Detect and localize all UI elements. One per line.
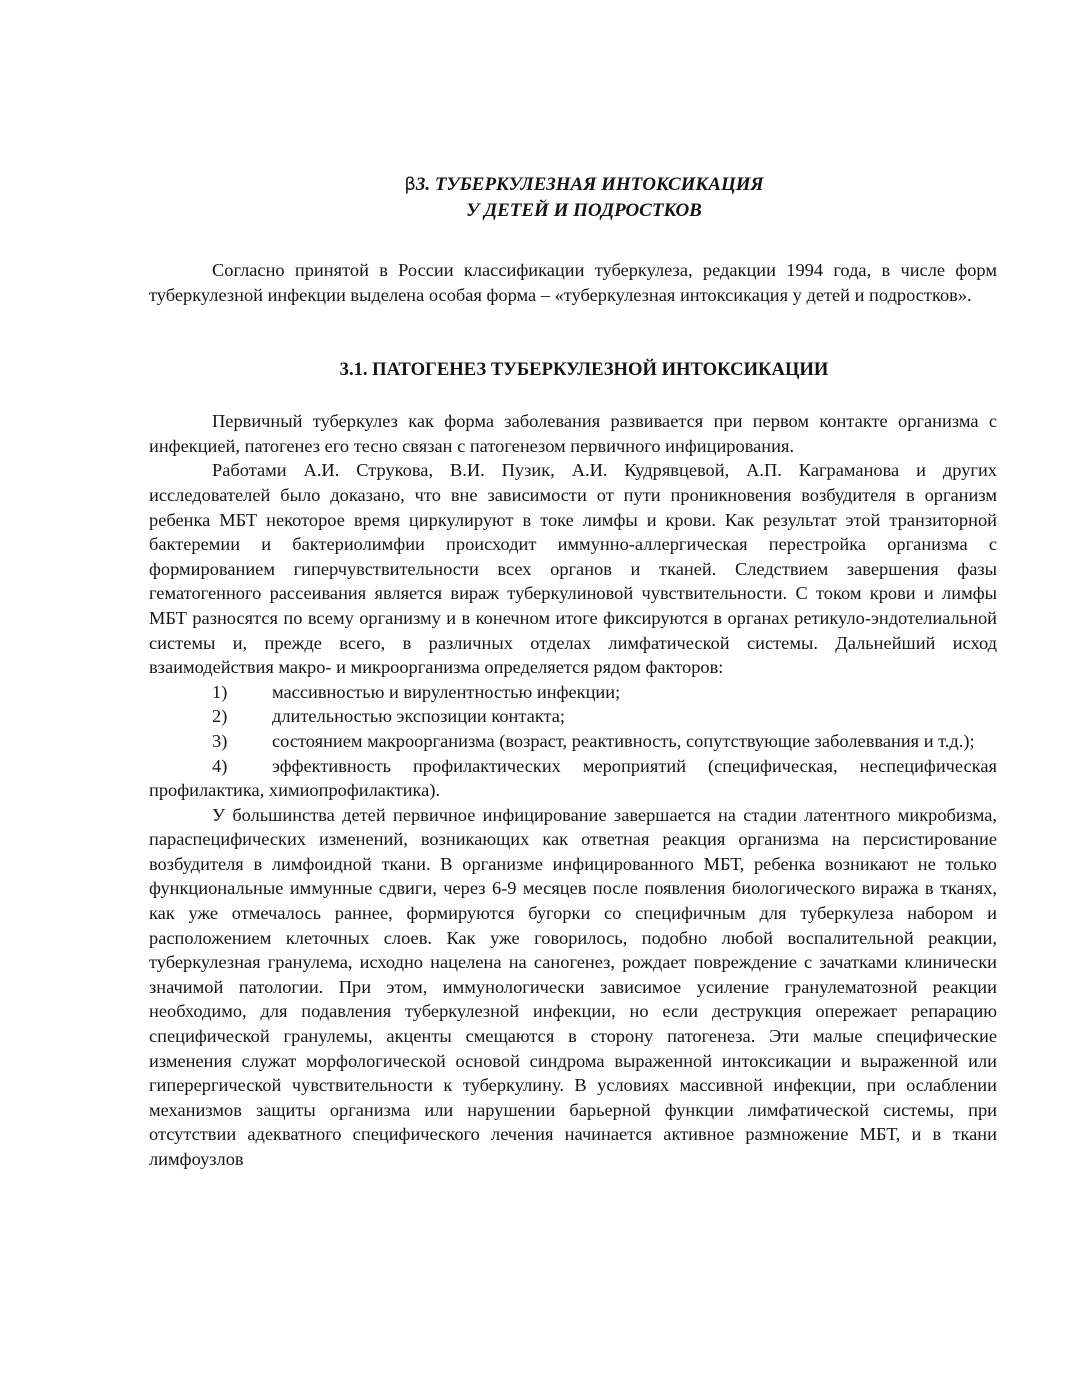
body-paragraph-1: Первичный туберкулез как форма заболевания развивается при первом контакте организма с инфекцией, патогенез его тесно связан с патогенезом первичного инфицирования.: [149, 411, 997, 456]
factor-list-item: [149, 704, 997, 729]
list-number: 4): [212, 755, 228, 776]
body-paragraph-2: Работами А.И. Струкова, В.И. Пузик, А.И. Кудрявцевой, А.П. Каграманова и других исследователей было доказано, что вне зависимости от пути проникновения возбудителя в организм ребенка МБТ некоторое время циркулируют в токе лимфы и крови. Как результат этой транзиторной бактеремии и бактериолимфии происходит иммунно-аллергическая перестройка организма с формированием гиперчувствительности всех органов и тканей. Следствием завершения фазы гематогенного рассеивания является вираж туберкулиновой чувствительности. С током крови и лимфы МБТ разносятся по всему организму и в конечном итоге фиксируются в органах ретикуло-эндотелиальной системы и, прежде всего, в различных отделах лимфатической системы. Дальнейший исход взаимодействия макро- и микроорганизма определяется рядом факторов:: [149, 460, 997, 678]
chapter-title-line2: У ДЕТЕЙ И ПОДРОСТКОВ: [466, 200, 702, 221]
factor-list-item: [149, 754, 997, 803]
list-text: эффективность профилактических мероприятий (специфическая, неспецифическая профилактика, химиопрофилактика).: [149, 755, 997, 801]
list-text: массивностью и вирулентностью инфекции;: [272, 681, 621, 702]
list-text: состоянием макроорганизма (возраст, реактивность, сопутствующие заболеввания и т.д.);: [272, 730, 975, 751]
factor-list-item: [149, 729, 997, 754]
document-page: [149, 172, 997, 1172]
chapter-title-text: 3. ТУБЕРКУЛЕЗНАЯ ИНТОКСИКАЦИЯ: [415, 174, 764, 195]
list-number: 2): [212, 706, 228, 727]
list-number: 1): [212, 681, 228, 702]
closing-paragraph: У большинства детей первичное инфицирование завершается на стадии латентного микробизма, параспецифических изменений, возникающих как ответная реакция организма на персистирование возбудителя в лимфоидной ткани. В организме инфицированного МБТ, ребенка возникают не только функциональные иммунные сдвиги, через 6-9 месяцев после появления биологического виража в тканях, как уже отмечалось раннее, формируются бугорки со специфичным для туберкулеза набором и расположением клеточных слоев. Как уже говорилось, подобно любой воспалительной реакции, туберкулезная гранулема, исходно нацелена на саногенез, рождает повреждение с зачатками клинически значимой патологии. При этом, иммунологически зависимое усиление гранулематозной реакции необходимо, для подавления туберкулезной инфекции, но если деструкция опережает репарацию специфической гранулемы, акценты смещаются в сторону патогенеза. Эти малые специфические изменения служат морфологической основой синдрома выраженной интоксикации и выраженной или гиперергической чувствительности к туберкулину. В условиях массивной инфекции, при ослаблении механизмов защиты организма или нарушении барьерной функции лимфатической системы, при отсутствии адекватного специфического лечения начинается активное размножение МБТ, и в ткани лимфоузлов: [149, 804, 997, 1169]
section-symbol: β: [404, 174, 416, 195]
chapter-title-line1: [171, 172, 997, 198]
intro-paragraph: Согласно принятой в России классификации туберкулеза, редакции 1994 года, в числе форм туберкулезной инфекции выделена особая форма – «туберкулезная интоксикация у детей и подростков».: [149, 260, 997, 305]
chapter-title: [171, 172, 997, 224]
section-heading: 3.1. ПАТОГЕНЕЗ ТУБЕРКУЛЕЗНОЙ ИНТОКСИКАЦИИ: [339, 359, 829, 381]
factor-list-item: [149, 680, 997, 705]
list-text: длительностью экспозиции контакта;: [272, 706, 566, 727]
list-number: 3): [212, 730, 228, 751]
